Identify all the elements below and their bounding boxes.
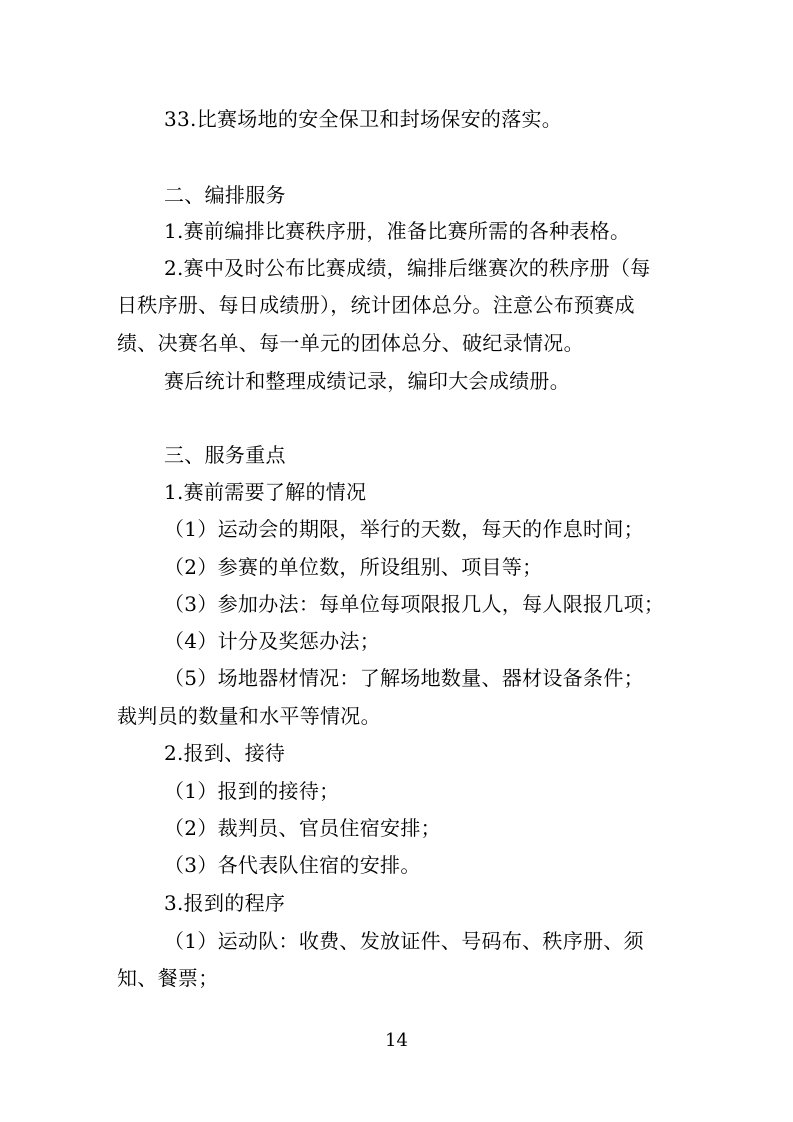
focus-item-1-sub-5-line-1: （5）场地器材情况：了解场地数量、器材设备条件；	[164, 666, 644, 690]
focus-item-2-sub-3: （3）各代表队住宿的安排。	[164, 853, 421, 877]
focus-item-1-sub-4: （4）计分及奖惩办法；	[164, 629, 381, 653]
focus-item-1-sub-5-line-2: 裁判员的数量和水平等情况。	[117, 704, 381, 728]
focus-item-1-sub-2: （2）参赛的单位数，所设组别、项目等；	[164, 555, 543, 579]
focus-item-2: 2.报到、接待	[164, 741, 286, 765]
focus-item-3-sub-1-line-1: （1）运动队：收费、发放证件、号码布、秩序册、须	[164, 929, 644, 953]
section-heading-scheduling-service: 二、编排服务	[164, 183, 286, 207]
focus-item-1-sub-1: （1）运动会的期限，举行的天数，每天的作息时间；	[164, 517, 644, 541]
focus-item-2-sub-2: （2）裁判员、官员住宿安排；	[164, 816, 441, 840]
focus-item-3-sub-1-line-2: 知、餐票；	[117, 966, 219, 990]
focus-item-1: 1.赛前需要了解的情况	[164, 480, 367, 504]
scheduling-item-2-line-1: 2.赛中及时公布比赛成绩，编排后继赛次的秩序册（每	[164, 256, 651, 280]
paragraph-33: 33.比赛场地的安全保卫和封场保安的落实。	[164, 107, 563, 131]
focus-item-2-sub-1: （1）报到的接待；	[164, 779, 340, 803]
scheduling-item-2-line-2: 日秩序册、每日成绩册），统计团体总分。注意公布预赛成	[117, 293, 635, 317]
page-number: 14	[385, 1030, 408, 1051]
focus-item-1-sub-3: （3）参加办法：每单位每项限报几人，每人限报几项；	[164, 592, 665, 616]
scheduling-item-2-line-3: 绩、决赛名单、每一单元的团体总分、破纪录情况。	[117, 331, 584, 355]
scheduling-item-1: 1.赛前编排比赛秩序册，准备比赛所需的各种表格。	[164, 219, 631, 243]
section-heading-service-focus: 三、服务重点	[164, 443, 286, 467]
scheduling-after-match: 赛后统计和整理成绩记录，编印大会成绩册。	[164, 369, 570, 393]
focus-item-3: 3.报到的程序	[164, 891, 286, 915]
